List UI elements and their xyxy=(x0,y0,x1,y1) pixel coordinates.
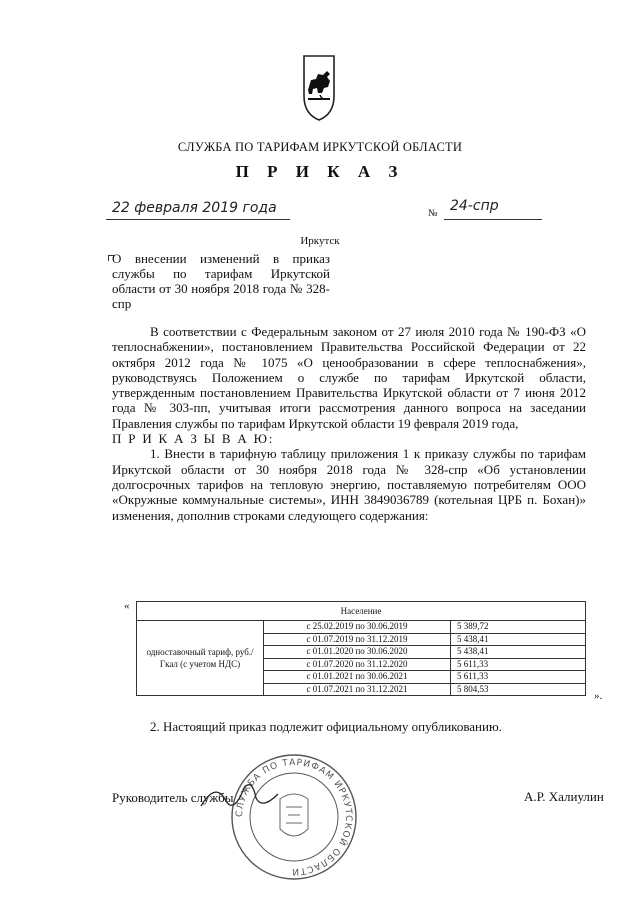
period-cell: с 25.02.2019 по 30.06.2019 xyxy=(264,621,451,634)
period-cell: с 01.07.2019 по 31.12.2019 xyxy=(264,633,451,646)
table-header-cell: Население xyxy=(137,602,586,621)
organization-name: СЛУЖБА ПО ТАРИФАМ ИРКУТСКОЙ ОБЛАСТИ xyxy=(177,140,463,154)
row-header-cell: одноставочный тариф, руб./Гкал (с учетом НДС) xyxy=(137,621,264,696)
number-underline xyxy=(444,219,542,220)
handwritten-number: 24-спр xyxy=(450,198,499,214)
number-label: № xyxy=(428,208,438,219)
document-body xyxy=(112,324,586,523)
coat-of-arms-icon xyxy=(294,52,344,124)
tariff-value-cell: 5 389,72 xyxy=(451,621,586,634)
order-word: П Р И К А З Ы В А Ю: xyxy=(112,431,275,447)
document-subject: О внесении изменений в приказ службы по тарифам Иркутской области от 30 ноября 2018 года № 328-спр xyxy=(112,251,330,311)
tariff-value-cell: 5 611,33 xyxy=(451,671,586,684)
period-cell: с 01.01.2021 по 30.06.2021 xyxy=(264,671,451,684)
period-cell: с 01.01.2020 по 30.06.2020 xyxy=(264,646,451,659)
handwritten-signature xyxy=(196,776,286,816)
item-2-paragraph: 2. Настоящий приказ подлежит официальному опубликованию. xyxy=(150,719,502,734)
preamble-paragraph: В соответствии с Федеральным законом от 27 июля 2010 года № 190-ФЗ «О теплоснабжении», постановлением Правительства Российской Федерации от 22 октября 2012 года № 1075 «О ценообразовании в сфере теплоснабжения», руководствуясь Положением о службе по тарифам Иркутской области, утвержденным постановлением Правительства Иркутской области от 7 июня 2012 года № 303-пп, учитывая итоги рассмотрения данного вопроса на заседании Правления службы по тарифам Иркутской области 19 февраля 2019 года, xyxy=(112,324,586,431)
period-cell: с 01.07.2021 по 31.12.2021 xyxy=(264,683,451,696)
tariff-value-cell: 5 804,53 xyxy=(451,683,586,696)
item-1-paragraph: 1. Внести в тарифную таблицу приложения 1 к приказу службы по тарифам Иркутской области от 30 ноября 2018 года № 328-спр «Об установлении долгосрочных тарифов на тепловую энергию, поставляемую потребителям ООО «Окружные коммунальные системы», ИНН 3849036789 (котельная ЦРБ п. Бохан)» изменения, дополнив строками следующего содержания: xyxy=(112,446,586,523)
tariff-value-cell: 5 611,33 xyxy=(451,658,586,671)
table-quote-open: « xyxy=(124,600,130,612)
stamp-ring-text: СЛУЖБА ПО ТАРИФАМ ИРКУТСКОЙ ОБЛАСТИ xyxy=(234,757,354,877)
period-cell: с 01.07.2020 по 31.12.2020 xyxy=(264,658,451,671)
tariff-value-cell: 5 438,41 xyxy=(451,633,586,646)
date-underline xyxy=(106,219,290,220)
signatory-name: А.Р. Халиулин xyxy=(524,789,604,804)
table-row xyxy=(137,621,586,634)
table-quote-close: ». xyxy=(594,690,603,702)
city: Иркутск xyxy=(300,235,340,247)
tariff-table xyxy=(136,601,586,696)
document-type: П Р И К А З xyxy=(235,162,405,181)
handwritten-date: 22 февраля 2019 года xyxy=(112,200,277,216)
subject-corner-mark-vertical xyxy=(108,255,109,261)
official-stamp xyxy=(228,751,360,883)
tariff-value-cell: 5 438,41 xyxy=(451,646,586,659)
signatory-title: Руководитель службы xyxy=(112,790,234,805)
